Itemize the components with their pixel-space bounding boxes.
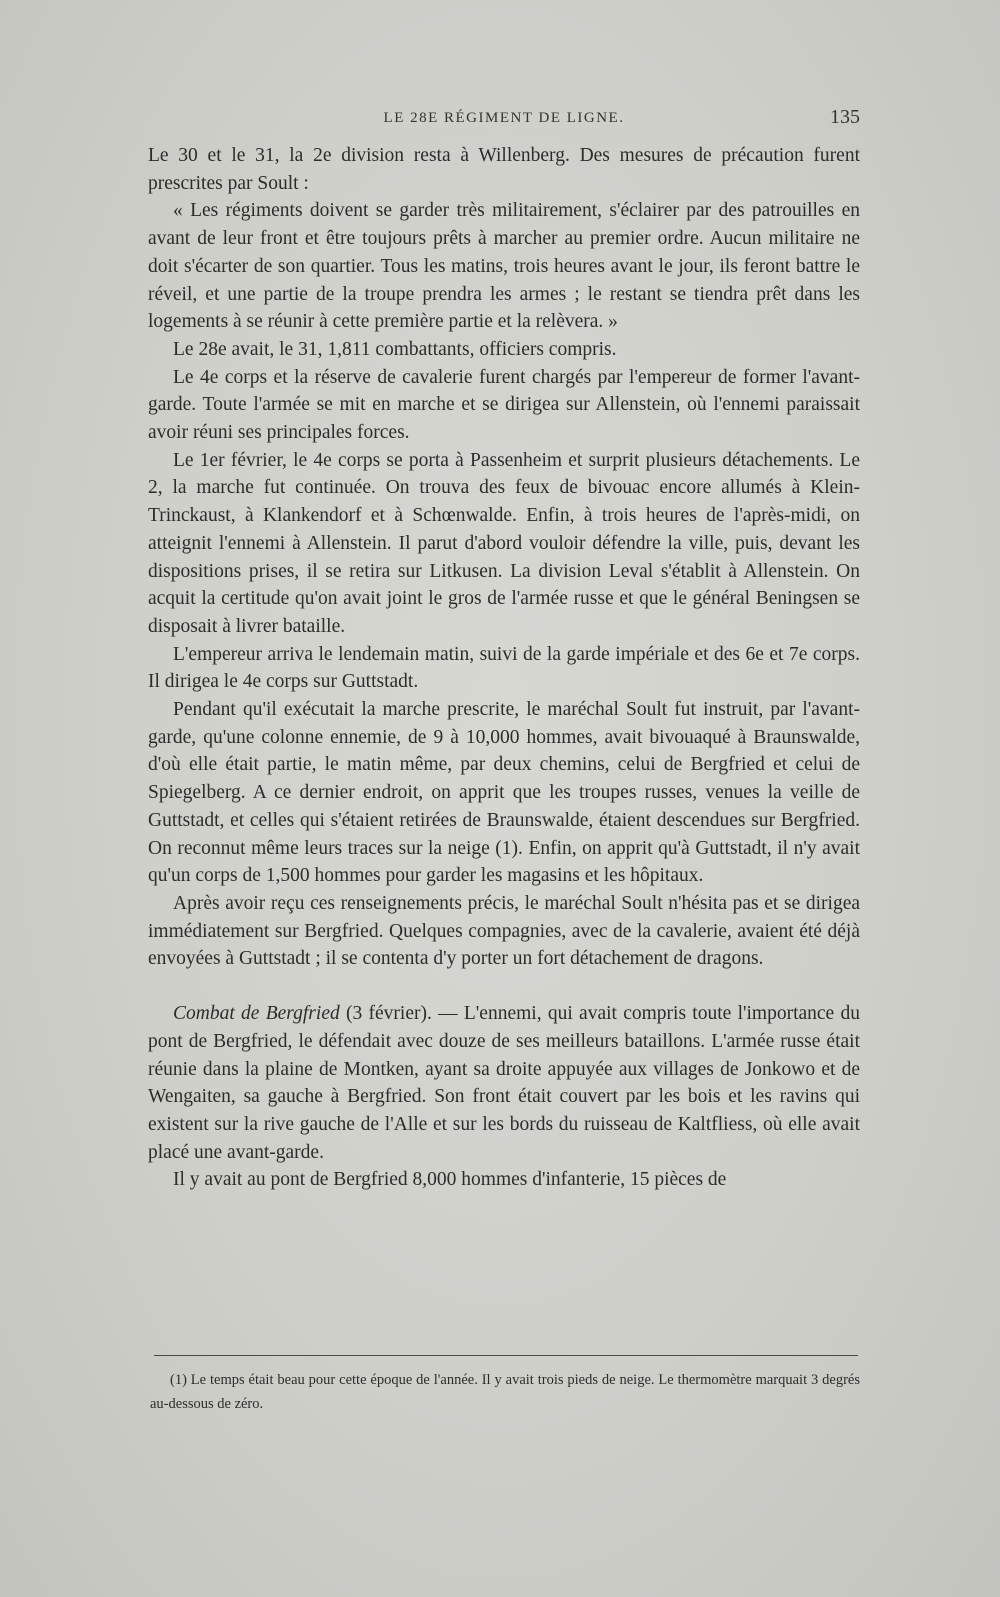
paragraph-9 — [148, 1000, 860, 1166]
footnote-rule — [154, 1355, 858, 1356]
body-text — [148, 142, 860, 1194]
running-title: LE 28E RÉGIMENT DE LIGNE. — [383, 110, 625, 126]
paragraph-1: Le 30 et le 31, la 2e division resta à Willenberg. Des mesures de précaution furent prescrites par Soult : — [148, 145, 860, 194]
paragraph-7: Pendant qu'il exécutait la marche prescrite, le maréchal Soult fut instruit, par l'avant-garde, qu'une colonne ennemie, de 9 à 10,000 hommes, avait bivouaqué à Braunswalde, d'où elle était partie, le matin même, par deux chemins, celui de Bergfried et celui de Spiegelberg. A ce dernier endroit, on apprit que les troupes russes, venues la veille de Guttstadt, et celles qui s'étaient retirées de Braunswalde, étaient descendues sur Bergfried. On reconnut même leurs traces sur la neige (1). Enfin, on apprit qu'à Guttstadt, il n'y avait qu'un corps de 1,500 hommes pour garder les magasins et les hôpitaux. — [148, 699, 860, 887]
section-heading: Combat de Bergfried — [173, 1003, 340, 1025]
paragraph-2-quote: « Les régiments doivent se garder très militairement, s'éclairer par des patrouilles en avant de leur front et être toujours prêts à marcher au premier ordre. Aucun militaire ne doit s'écarter de son quartier. Tous les matins, trois heures avant le jour, ils feront battre le réveil, et une partie de la troupe prendra les armes ; le restant se tiendra prêt dans les logements à se réunir à cette première partie et la relèvera. » — [148, 200, 860, 333]
paragraph-4: Le 4e corps et la réserve de cavalerie furent chargés par l'empereur de former l'avant-garde. Toute l'armée se mit en marche et se dirigea sur Allenstein, où l'ennemi paraissait avoir réuni ses principales forces. — [148, 366, 860, 444]
running-head — [148, 106, 860, 134]
paragraph-6: L'empereur arriva le lendemain matin, suivi de la garde impériale et des 6e et 7e corps. Il dirigea le 4e corps sur Guttstadt. — [148, 643, 860, 693]
paragraph-9-text: (3 février). — L'ennemi, qui avait compris toute l'importance du pont de Bergfried, le défendait avec douze de ses meilleurs bataillons. L'armée russe était réunie dans la plaine de Montken, ayant sa droite appuyée aux villages de Jonkowo et de Wengaiten, sa gauche à Bergfried. Son front était couvert par les bois et les ravins qui existent sur la rive gauche de l'Alle et sur les bords du ruisseau de Kaltfliess, où elle avait placé une avant-garde. — [148, 1003, 860, 1163]
paragraph-10: Il y avait au pont de Bergfried 8,000 hommes d'infanterie, 15 pièces de — [173, 1169, 727, 1191]
paragraph-8: Après avoir reçu ces renseignements précis, le maréchal Soult n'hésita pas et se dirigea immédiatement sur Bergfried. Quelques compagnies, avec de la cavalerie, avaient été déjà envoyées à Guttstadt ; il se contenta d'y porter un fort détachement de dragons. — [148, 892, 860, 970]
paragraph-3: Le 28e avait, le 31, 1,811 combattants, officiers compris. — [173, 338, 617, 360]
footnote: (1) Le temps était beau pour cette époque de l'année. Il y avait trois pieds de neige. Le thermomètre marquait 3 degrés au-dessous de zéro. — [150, 1372, 860, 1412]
page-number: 135 — [830, 106, 860, 128]
paragraph-5: Le 1er février, le 4e corps se porta à Passenheim et surprit plusieurs détachements. Le 2, la marche fut continuée. On trouva des feux de bivouac encore allumés à Klein-Trinckaust, à Klankendorf et à Schœnwalde. Enfin, à trois heures de l'après-midi, on atteignit l'ennemi à Allenstein. Il parut d'abord vouloir défendre la ville, puis, devant les dispositions prises, il se retira sur Litkusen. La division Leval s'établit à Allenstein. On acquit la certitude qu'on avait joint le gros de l'armée russe et que le général Beningsen se disposait à livrer bataille. — [148, 449, 860, 637]
